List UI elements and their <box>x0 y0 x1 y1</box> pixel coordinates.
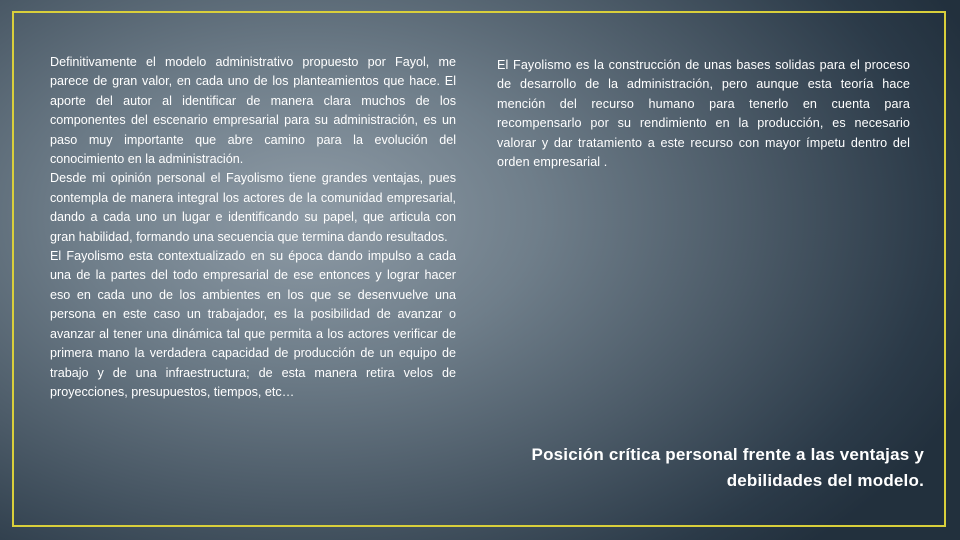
right-paragraph: El Fayolismo es la construcción de unas bases solidas para el proceso de desarrollo de la administración, pero aunque esta teoría hace mención del recurso humano para tenerlo en cuenta para recompensarlo por su rendimiento en la producción, es necesario valorar y dar tratamiento a este recurso con mayor ímpetu dentro del orden empresarial . <box>497 58 910 170</box>
left-text-column <box>50 53 456 402</box>
left-paragraph-intro: Definitivamente el modelo administrativo propuesto por Fayol, me parece de gran valor, en cada uno de los planteamientos que hace. El aporte del autor al identificar de manera clara muchos de los componentes del escenario empresarial para su administración, es un paso muy importante que abre camino para la evolución del conocimiento en la administración. <box>50 55 456 167</box>
slide-title-line-1: Posición crítica personal frente a las ventajas y <box>531 445 924 464</box>
left-paragraph-context: El Fayolismo esta contextualizado en su época dando impulso a cada una de la partes del todo empresarial de ese entonces y lograr hacer eso en cada uno de los ambientes en los que se desenvuelve una persona en este caso un trabajador, es la posibilidad de avanzar o avanzar al tener una dinámica tal que permita a los actores verificar de primera mano la verdadera capacidad de producción de un equipo de trabajo y de una infraestructura; de esta manera retira velos de proyecciones, presupuestos, tiempos, etc… <box>50 249 456 399</box>
slide-title-line-2: debilidades del modelo. <box>726 471 924 490</box>
slide-title <box>484 442 924 494</box>
left-paragraph-advantages: Desde mi opinión personal el Fayolismo tiene grandes ventajas, pues contempla de manera integral los actores de la comunidad empresarial, dando a cada uno un lugar e identificando su papel, que articula con gran habilidad, formando una secuencia que termina dando resultados. <box>50 171 456 244</box>
right-text-column <box>497 56 910 172</box>
